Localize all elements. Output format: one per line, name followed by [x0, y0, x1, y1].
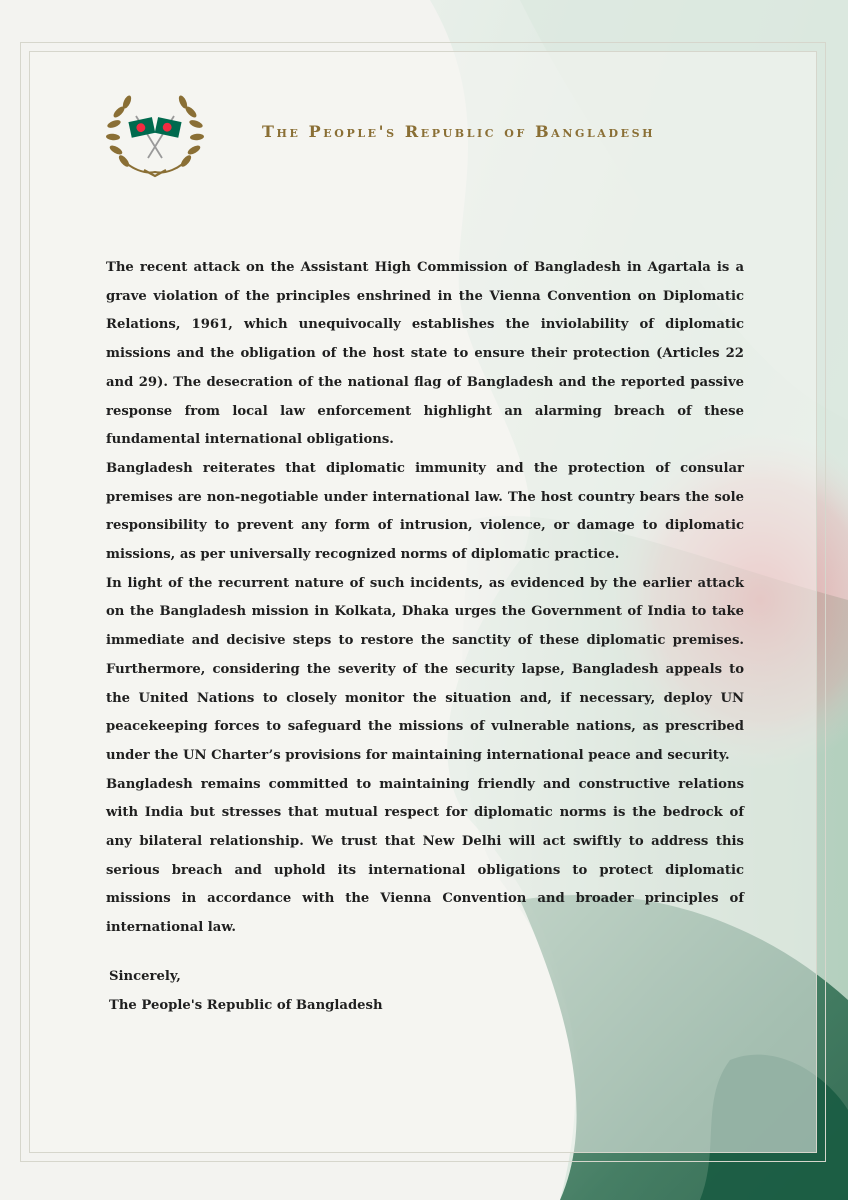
letter-closing	[109, 963, 383, 1020]
page-title: The People's Republic of Bangladesh	[262, 122, 656, 141]
body-paragraph: Bangladesh reiterates that diplomatic immunity and the protection of consular premises are non-negotiable under international law. The host country bears the sole responsibility to prevent any form of intrusion, violence, or damage to diplomatic missions, as per universally recognized norms of diplomatic practice.	[106, 460, 744, 563]
signatory: The People's Republic of Bangladesh	[109, 997, 383, 1013]
salutation: Sincerely,	[109, 969, 181, 984]
body-paragraph: The recent attack on the Assistant High Commission of Bangladesh in Agartala is a grave violation of the principles enshrined in the Vienna Convention on Diplomatic Relations, 1961, which unequivocally establishes the inviolability of diplomatic missions and the obligation of the host state to ensure their protection (Articles 22 and 29). The desecration of the national flag of Bangladesh and the reported passive response from local law enforcement highlight an alarming breach of these fundamental international obligations.	[106, 260, 744, 448]
body-paragraph: In light of the recurrent nature of such incidents, as evidenced by the earlier attack on the Bangladesh mission in Kolkata, Dhaka urges the Government of India to take immediate and decisive steps to restore the sanctity of these diplomatic premises. Furthermore, considering the severity of the security lapse, Bangladesh appeals to the United Nations to closely monitor the situation and, if necessary, deploy UN peacekeeping forces to safeguard the missions of vulnerable nations, as prescribed under the UN Charter’s provisions for maintaining international peace and security.	[106, 575, 744, 763]
body-paragraph: Bangladesh remains committed to maintaining friendly and constructive relations with India but stresses that mutual respect for diplomatic norms is the bedrock of any bilateral relationship. We trust that New Delhi will act swiftly to address this serious breach and uphold its international obligations to protect diplomatic missions in accordance with the Vienna Convention and broader principles of international law.	[106, 776, 744, 936]
laurel-wreath-crossed-flags-icon	[106, 90, 204, 180]
letter-body	[106, 254, 744, 943]
